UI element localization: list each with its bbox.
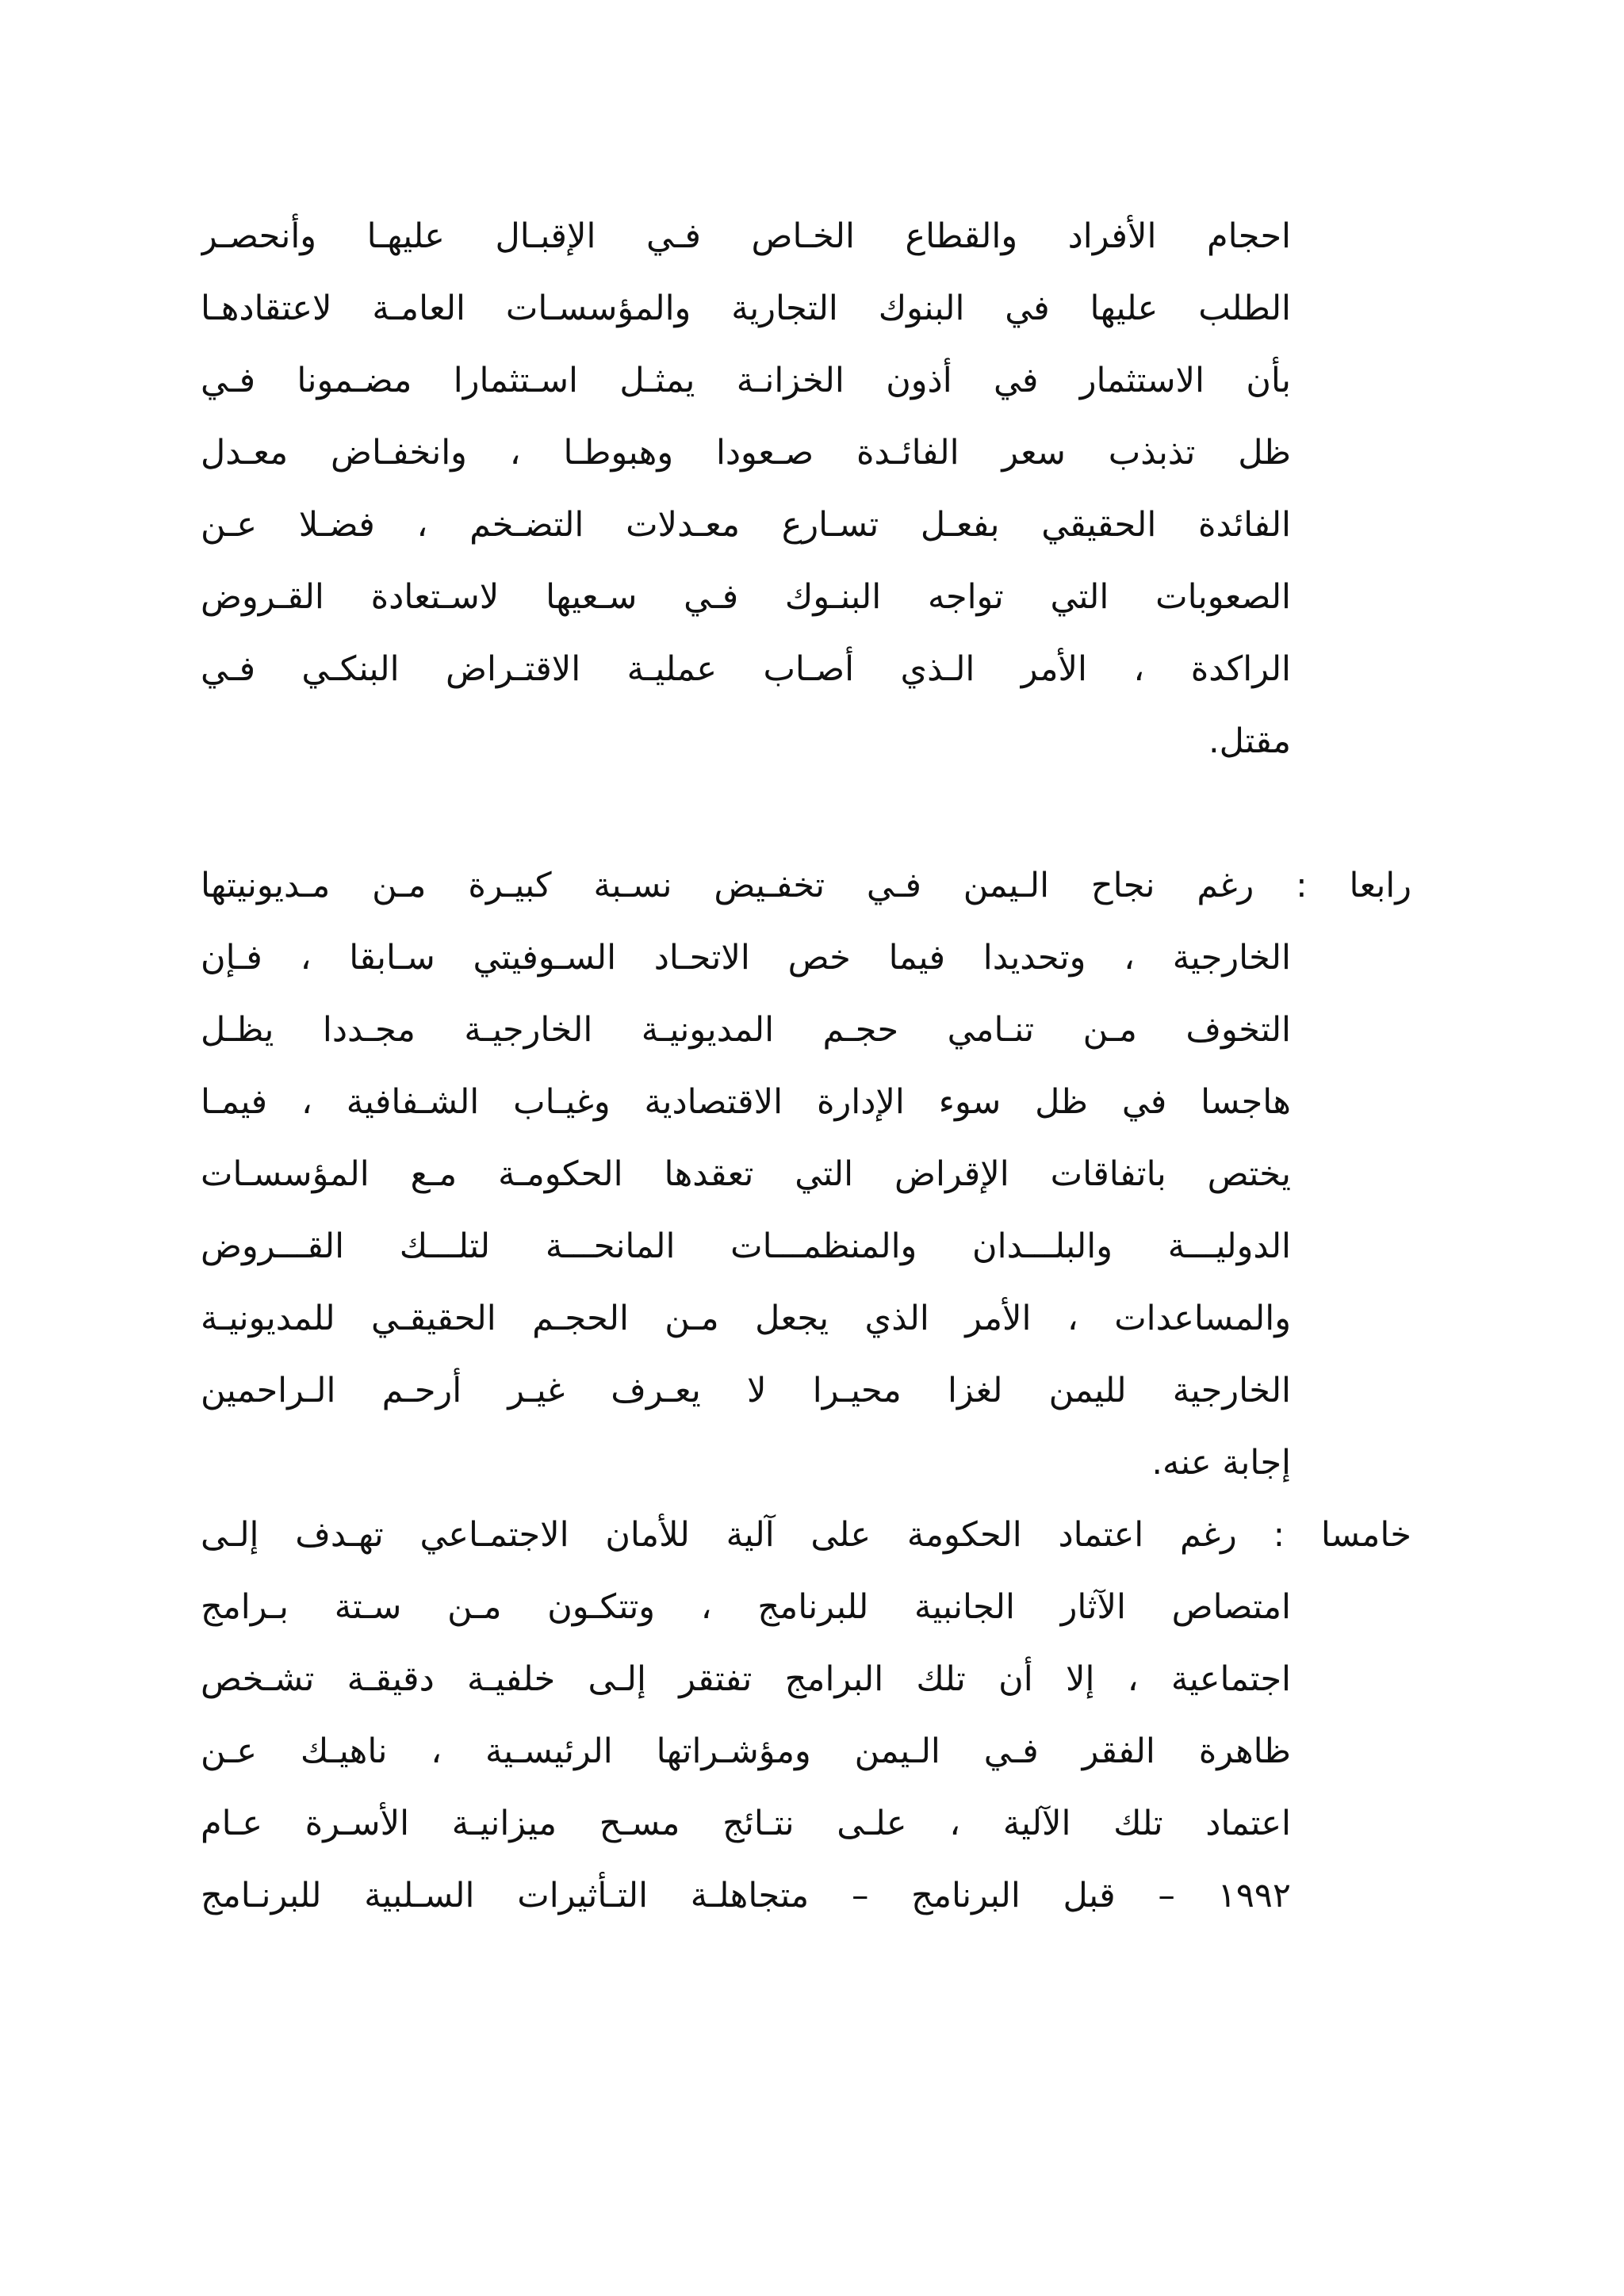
text-line: الراكدة ، الأمر الـذي أصـاب عمليـة الاقتـراض البنكـي فـي [201,649,1291,689]
text-line: التخوف مـن تنـامي حجـم المديونيـة الخارجيـة مجـددا يظـل [201,1010,1291,1050]
paragraph-label: رابعا : [1296,866,1411,905]
text-line: الخارجية لليمن لغزا محيـرا لا يعـرف غيـر أرحـم الـراحمين [201,1371,1291,1410]
paragraph-five [201,1499,1411,1932]
text-line: الدوليـــة والبلـــدان والمنظمـــات المانحـــة لتلـــك القـــروض [201,1226,1291,1266]
paragraph-four [201,850,1411,1499]
text-line: الخارجية ، وتحديدا فيما خص الاتحـاد السـوفيتي سـابقا ، فـإن [201,938,1291,978]
text-line: احجام الأفراد والقطاع الخـاص فـي الإقبـال عليهـا وأنحصـر [201,216,1291,256]
text-line: ظل تذبذب سعر الفائـدة صـعودا وهبوطـا ، وانخفـاض معـدل [201,433,1291,473]
text-line: مقتل. [1208,721,1291,761]
text-line: رغم اعتماد الحكومة على آلية للأمان الاجتمـاعي تهـدف إلـى [201,1515,1237,1555]
text-line: ١٩٩٢ – قبل البرنامج – متجاهلـة التـأثيرات السـلبية للبرنـامج [201,1876,1291,1915]
text-line: هاجسا في ظل سوء الإدارة الاقتصادية وغيـاب الشـفافية ، فيمـا [201,1082,1291,1122]
text-line: اعتماد تلك الآلية ، علـى نتـائج مسـح ميزانيـة الأسـرة عـام [201,1804,1291,1843]
text-line: بأن الاستثمار في أذون الخزانـة يمثـل اسـتثمارا مضـمونا فـي [201,361,1291,400]
text-line: إجابة عنه. [1151,1443,1291,1483]
text-line: الطلب عليها في البنوك التجارية والمؤسسـات العامـة لاعتقادهـا [201,289,1291,328]
first-line [201,1499,1411,1571]
text-line: اجتماعية ، إلا أن تلك البرامج تفتقر إلـى خلفيـة دقيقـة تشـخص [201,1659,1291,1699]
text-line: يختص باتفاقات الإقراض التي تعقدها الحكومـة مـع المؤسسـات [201,1154,1291,1194]
text-line: الفائدة الحقيقي بفعـل تسـارع معـدلات التضـخم ، فضـلا عـن [201,505,1291,545]
text-line: الصعوبات التي تواجه البنـوك فـي سـعيها لاسـتعادة القـروض [201,577,1291,617]
text-line: امتصاص الآثار الجانبية للبرنامج ، وتتكـون مـن سـتة بـرامج [201,1587,1291,1627]
text-line: والمساعدات ، الأمر الذي يجعل مـن الحجـم الحقيقـي للمديونيـة [201,1299,1291,1338]
intro-paragraph [201,201,1291,778]
text-line: رغم نجاح الـيمن فـي تخفـيض نسـبة كبيـرة مـن مـديونيتها [201,866,1254,905]
paragraph-label: خامسا : [1273,1515,1411,1555]
text-line: ظاهرة الفقر فـي الـيمن ومؤشـراتها الرئيسـية ، ناهيـك عـن [201,1732,1291,1771]
first-line [201,850,1411,922]
